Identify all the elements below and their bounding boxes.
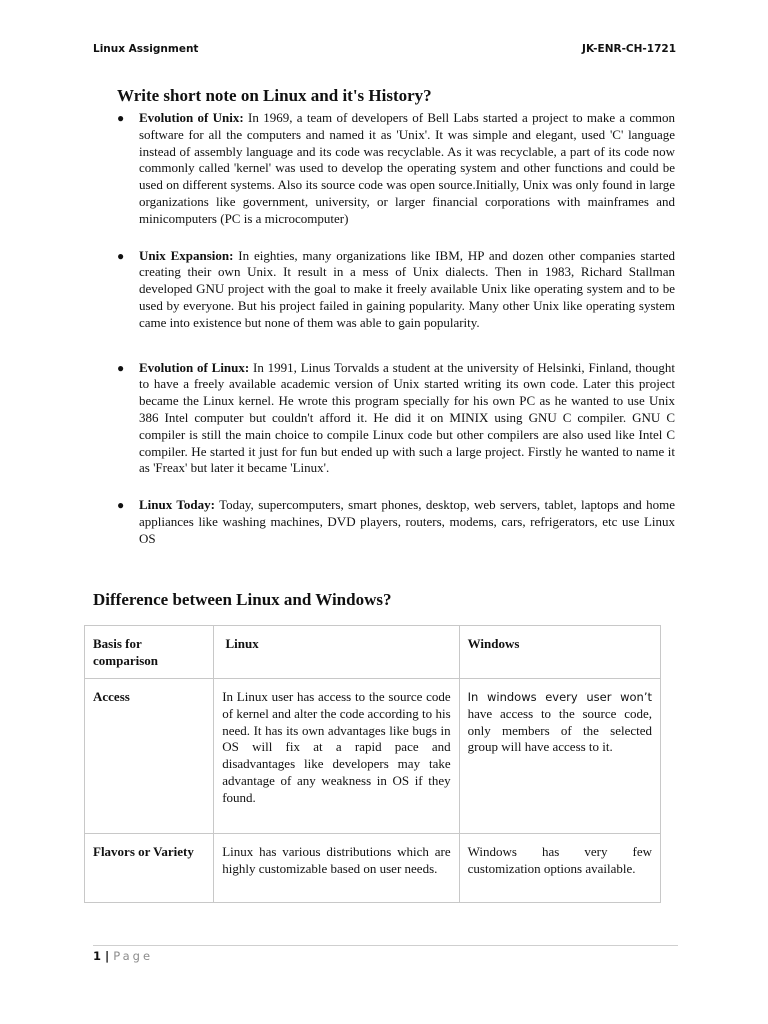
- page-separator: |: [105, 949, 110, 963]
- cell-windows: Windows has very few customization options available.: [459, 834, 660, 903]
- comparison-table: [84, 625, 661, 903]
- column-header-basis: Basis for comparison: [85, 626, 214, 679]
- bullet-text: In 1991, Linus Torvalds a student at the university of Helsinki, Finland, thought to have a freely available academic version of Unix started writing its own code. Later this project became the Linux kernel. He wrote this program specially for his own PC as he wanted to use Unix 386 Intel computer but couldn't afford it. He did it on MINIX using GNU C compiler. GNU C compiler is still the main choice to compile Linux code but other compilers are also used like Intel C compiler. He started it just for fun but ended up with such a large project. Firstly he wanted to name it as 'Freax' but later it became 'Linux'.: [139, 359, 675, 476]
- bullet-icon: ●: [117, 248, 125, 263]
- section-title-history: Write short note on Linux and it's History?: [117, 86, 432, 105]
- cell-windows: [459, 679, 660, 834]
- page-footer: [93, 949, 153, 963]
- list-item: [117, 497, 675, 547]
- header-doc-code: JK-ENR-CH-1721: [582, 43, 676, 55]
- bullet-term: Evolution of Linux:: [139, 359, 250, 375]
- table-row: [85, 834, 661, 903]
- bullet-term: Evolution of Unix:: [139, 110, 244, 125]
- cell-windows-first-line: In windows every user won’t: [467, 690, 652, 704]
- cell-linux: In Linux user has access to the source code of kernel and alter the code according to his need. It has its own advantages like bugs in OS will fix at a rapid pace and disadvantages like developers may take advantage of any weakness in OS if they found.: [214, 679, 459, 834]
- list-item: [117, 110, 675, 228]
- cell-basis: Access: [85, 679, 214, 834]
- bullet-icon: ●: [117, 498, 125, 513]
- bullet-icon: ●: [117, 111, 125, 125]
- list-item: [117, 360, 675, 478]
- bullet-icon: ●: [117, 360, 125, 375]
- table-header-row: [85, 626, 661, 679]
- page-label: Page: [113, 949, 154, 963]
- column-header-linux-label: Linux: [225, 636, 259, 651]
- column-header-linux: [214, 626, 459, 679]
- list-item: [117, 248, 675, 332]
- cell-basis: Flavors or Variety: [85, 834, 214, 903]
- bullet-term: Linux Today:: [139, 497, 215, 513]
- cell-windows-text: have access to the source code, only members of the selected group will have access to it.: [467, 705, 652, 755]
- history-bullet-list: [117, 110, 675, 548]
- section-title-difference: Difference between Linux and Windows?: [93, 590, 392, 609]
- header-doc-title: Linux Assignment: [93, 43, 199, 55]
- page-number: 1: [93, 949, 102, 963]
- footer-divider: [93, 945, 678, 946]
- bullet-text: Today, supercomputers, smart phones, desktop, web servers, tablet, laptops and home appliances like washing machines, DVD players, routers, modems, cars, refrigerators, etc use Linux OS: [139, 497, 675, 546]
- column-header-windows: Windows: [459, 626, 660, 679]
- bullet-text: In 1969, a team of developers of Bell Labs started a project to make a common software for all the computers and named it as 'Unix'. It was simple and elegant, used 'C' language instead of assembly language and its code was recyclable. As it was recyclable, a part of its code now commonly called 'kernel' was used to develop the operating system and other functions and could be used on different systems. Also its source code was open source.Initially, Unix was only found in large organizations like government, university, or larger financial corporations with mainframes and minicomputers (PC is a microcomputer): [139, 110, 676, 226]
- cell-linux: Linux has various distributions which are highly customizable based on user needs.: [214, 834, 459, 903]
- table-row: [85, 679, 661, 834]
- bullet-term: Unix Expansion:: [139, 247, 234, 263]
- page-header: [93, 43, 676, 61]
- bullet-text: In eighties, many organizations like IBM, HP and dozen other companies started creating their own Unix. It result in a mess of Unix dialects. Then in 1983, Richard Stallman developed GNU project with the goal to make it freely available Unix like operating system and to be used by everyone. But his project failed in gaining popularity. Many other Unix like operating system came into existence but none of them was able to gain popularity.: [139, 247, 675, 330]
